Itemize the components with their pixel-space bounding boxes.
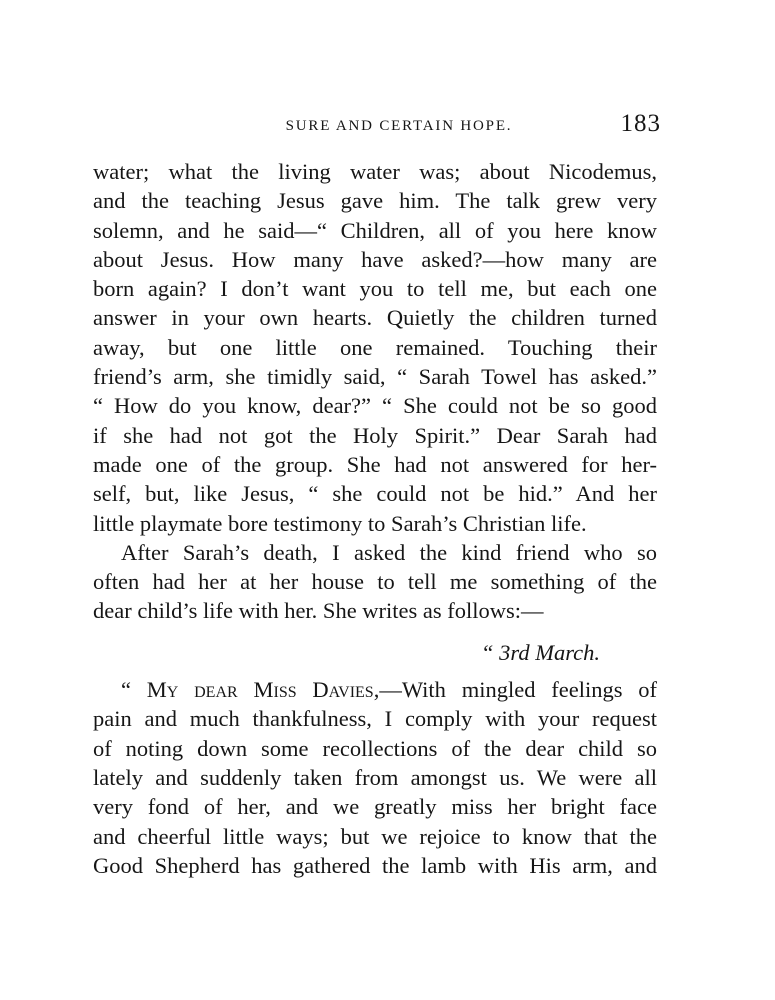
body-text [93,157,657,880]
page-number: 183 [620,110,661,137]
text-line: very fond of her, and we greatly miss her bright face [93,794,657,820]
running-header [93,110,661,146]
text-line: lately and suddenly taken from amongst us. We were all [93,764,657,790]
date-line: “ 3rd March. [481,639,600,665]
text-fragment: —With mingled feelings of [379,677,658,703]
text-line: often had her at her house to tell me something of the [93,569,657,595]
text-line: away, but one little one remained. Touching their [93,334,657,360]
text-line: of noting down some recollections of the dear child so [93,735,657,761]
text-line: answer in your own hearts. Quietly the children turned [93,305,657,331]
salutation: “ My dear Miss Davies, [121,677,380,703]
text-line: and the teaching Jesus gave him. The talk grew very [93,188,657,214]
text-line: friend’s arm, she timidly said, “ Sarah Towel has asked.” [93,364,657,390]
text-line: After Sarah’s death, I asked the kind friend who so [121,539,657,565]
text-line: about Jesus. How many have asked?—how many are [93,246,657,272]
text-line: little playmate bore testimony to Sarah’s Christian life. [93,510,587,536]
letter-first-line [93,675,657,704]
text-line: pain and much thankfulness, I comply with your request [93,706,657,732]
text-line: made one of the group. She had not answered for her- [93,451,657,477]
text-line: water; what the living water was; about Nicodemus, [93,159,657,184]
text-line: solemn, and he said—“ Children, all of you here know [93,217,657,243]
text-line: “ How do you know, dear?” “ She could not be so good [93,393,657,419]
text-line: self, but, like Jesus, “ she could not be hid.” And her [93,481,657,507]
text-line: born again? I don’t want you to tell me, but each one [93,276,657,302]
text-line: Good Shepherd has gathered the lamb with His arm, and [93,852,657,878]
running-title: SURE AND CERTAIN HOPE. [285,118,513,134]
text-line: dear child’s life with her. She writes as follows:— [93,598,544,624]
text-line: if she had not got the Holy Spirit.” Dear Sarah had [93,422,657,448]
text-line: and cheerful little ways; but we rejoice to know that the [93,823,657,849]
